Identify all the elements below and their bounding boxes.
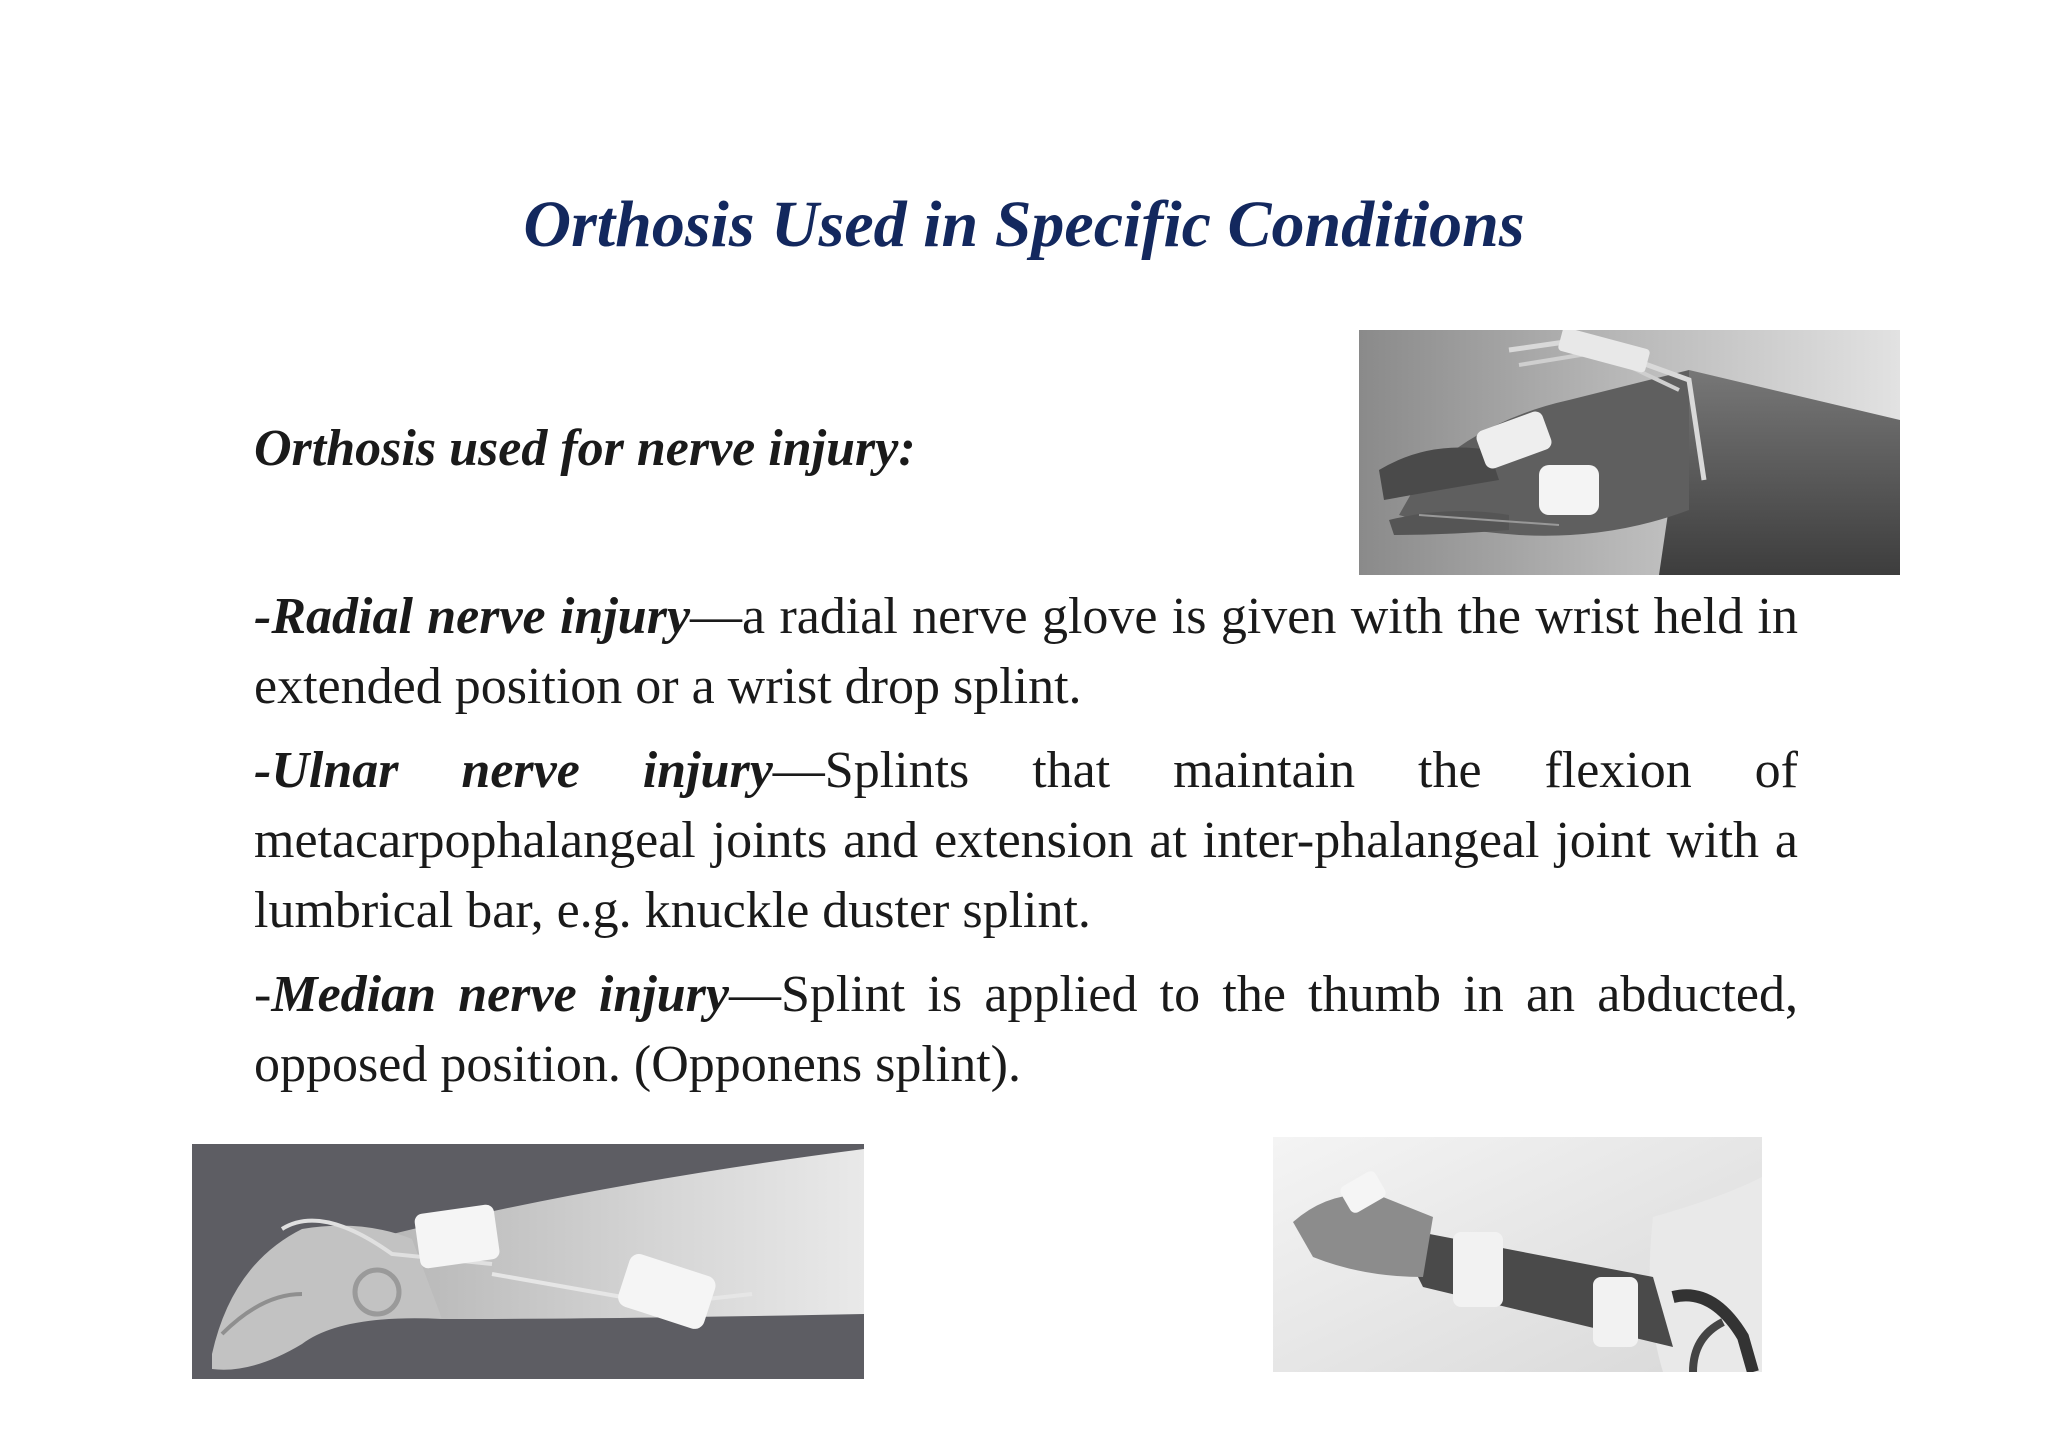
item-prefix: - (254, 966, 272, 1023)
item-prefix: - (254, 742, 272, 799)
opponens-splint-photo (1273, 1137, 1762, 1372)
item-term: Radial nerve injury (271, 588, 691, 645)
list-item-radial (254, 582, 1798, 722)
radial-nerve-glove-photo (1359, 330, 1900, 575)
list-item-median (254, 960, 1798, 1100)
nerve-injury-list (254, 582, 1798, 1114)
item-term: Median nerve injury (271, 966, 729, 1023)
item-text: Splint is applied to the thumb in an abducted, opposed position. (Opponens splint). (254, 966, 1798, 1093)
item-dash: — (772, 742, 825, 799)
item-text: a radial nerve glove is given with the wrist held in extended position or a wrist drop splint. (254, 588, 1798, 715)
item-text: Splints that maintain the flexion of metacarpophalangeal joints and extension at inter-phalangeal joint with a lumbrical bar, e.g. knuckle duster splint. (254, 742, 1798, 939)
slide-title: Orthosis Used in Specific Conditions (523, 188, 1525, 261)
knuckle-duster-splint-photo (192, 1144, 864, 1379)
item-dash: — (728, 966, 781, 1023)
item-prefix: - (254, 588, 272, 645)
section-heading: Orthosis used for nerve injury: (254, 420, 916, 477)
item-term: Ulnar nerve injury (271, 742, 773, 799)
item-dash: — (690, 588, 743, 645)
list-item-ulnar (254, 736, 1798, 946)
